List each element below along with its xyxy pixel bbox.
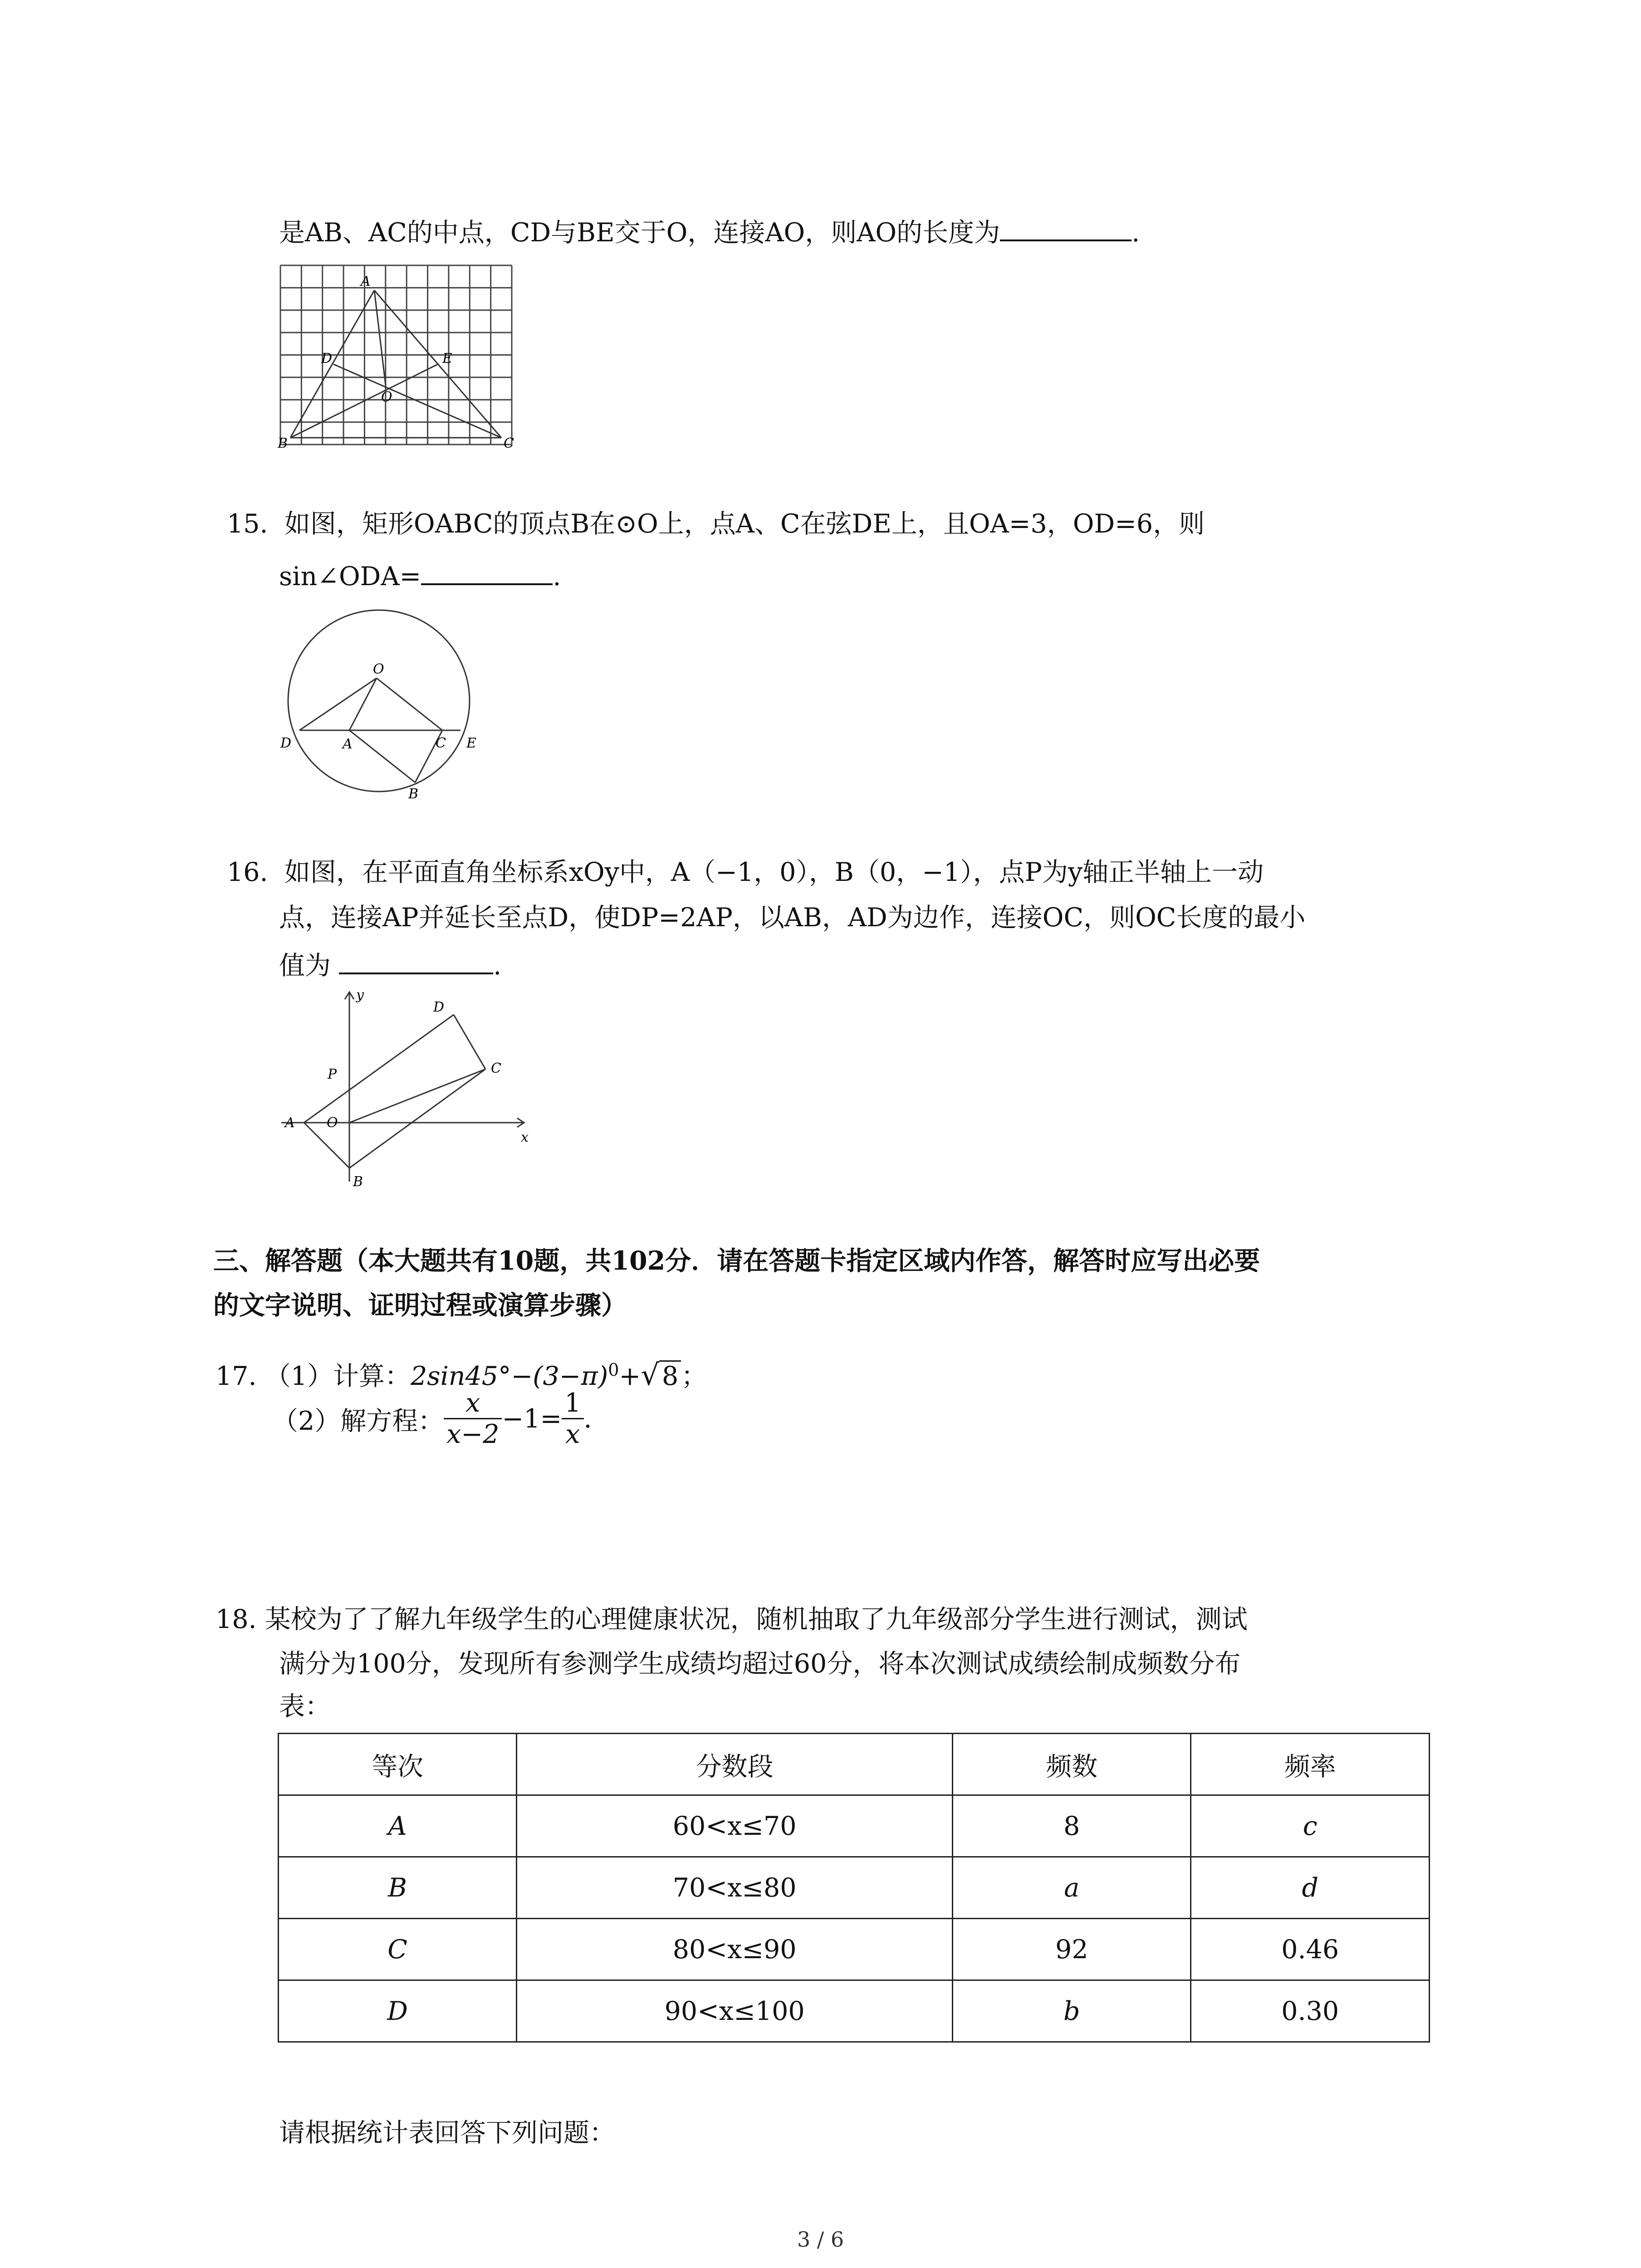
q15-circle-figure bbox=[272, 603, 508, 803]
table-cell: 80<x≤90 bbox=[517, 1919, 953, 1980]
q16-line2: 点，连接AP并延长至点D，使DP=2AP，以AB，AD为边作，连接OC，则OC长度的最小 bbox=[279, 903, 1306, 933]
label-y: y bbox=[356, 987, 364, 1003]
label-A: A bbox=[361, 274, 371, 289]
q16-line3: 值为 . bbox=[279, 946, 501, 984]
label-C: C bbox=[491, 1061, 501, 1076]
answer-blank bbox=[339, 946, 493, 974]
table-cell: 70<x≤80 bbox=[517, 1857, 953, 1919]
label-O: O bbox=[381, 389, 392, 405]
q15-line2: sin∠ODA= . bbox=[279, 557, 561, 595]
q18-line3: 表： bbox=[279, 1691, 331, 1721]
q17-part1: 17. （1）计算：$2\sin 45^\circ-(3-\pi)^0+√$ 8 ； bbox=[216, 1359, 707, 1392]
label-P: P bbox=[328, 1066, 337, 1082]
table-cell: 0.30 bbox=[1191, 1980, 1430, 2042]
table-cell: 90<x≤100 bbox=[517, 1980, 953, 2042]
table-header-row bbox=[279, 1734, 1430, 1795]
radicand: 8 bbox=[659, 1360, 681, 1391]
fraction-1-over-x: $\frac{1}{x}$ bbox=[562, 1388, 583, 1449]
fraction-x-over-x-minus-2: $\frac{x}{x-2}$ bbox=[444, 1388, 502, 1449]
label-E: E bbox=[466, 735, 476, 751]
label-D: D bbox=[321, 351, 333, 367]
section-heading-cont: 的文字说明、证明过程或演算步骤） bbox=[213, 1290, 627, 1320]
table-cell: A bbox=[279, 1795, 517, 1857]
section-heading: 三、解答题（本大题共有10题，共102分．请在答题卡指定区域内作答，解答时应写出必要 bbox=[213, 1246, 1260, 1276]
page-number: 3 / 6 bbox=[797, 2227, 844, 2252]
table-cell: B bbox=[279, 1857, 517, 1919]
label-B: B bbox=[278, 435, 288, 451]
table-cell: 0.46 bbox=[1191, 1919, 1430, 1980]
header-cell: 频率 bbox=[1191, 1734, 1430, 1795]
q16-coordinate-figure bbox=[272, 987, 535, 1195]
table-cell: d bbox=[1191, 1857, 1430, 1919]
label-O: O bbox=[373, 661, 384, 677]
q16-line1: 16. 如图，在平面直角坐标系xOy中，A（−1，0），B（0，−1），点P为y轴正半轴上一动 bbox=[227, 857, 1264, 887]
label-C: C bbox=[504, 435, 514, 451]
label-D: D bbox=[433, 999, 445, 1015]
header-cell: 等次 bbox=[279, 1734, 517, 1795]
label-A: A bbox=[343, 736, 353, 752]
header-cell: 分数段 bbox=[517, 1734, 953, 1795]
q14-text: 是AB、AC的中点，CD与BE交于O，连接AO，则AO的长度为 . bbox=[279, 213, 1140, 251]
q18-line1: 18. 某校为了了解九年级学生的心理健康状况，随机抽取了九年级部分学生进行测试，测试 bbox=[216, 1604, 1248, 1634]
table-cell: 92 bbox=[953, 1919, 1191, 1980]
answer-blank bbox=[1000, 213, 1132, 241]
table-row bbox=[279, 1795, 1430, 1857]
table-row bbox=[279, 1980, 1430, 2042]
label-B: B bbox=[408, 786, 419, 802]
q18-line2: 满分为100分，发现所有参测学生成绩均超过60分，将本次测试成绩绘制成频数分布 bbox=[279, 1649, 1241, 1679]
label-E: E bbox=[442, 351, 452, 367]
answer-blank bbox=[421, 557, 553, 585]
label-D: D bbox=[280, 735, 292, 751]
q14-grid-figure bbox=[272, 261, 526, 451]
table-cell: c bbox=[1191, 1795, 1430, 1857]
table-cell: D bbox=[279, 1980, 517, 2042]
table-cell: 8 bbox=[953, 1795, 1191, 1857]
table-row bbox=[279, 1857, 1430, 1919]
label-C: C bbox=[436, 735, 446, 751]
table-cell: a bbox=[953, 1857, 1191, 1919]
q18-followup: 请根据统计表回答下列问题： bbox=[279, 2118, 615, 2148]
frequency-table bbox=[278, 1733, 1430, 2043]
q15-line1: 15. 如图，矩形OABC的顶点B在⊙O上，点A、C在弦DE上，且OA=3，OD=6，则 bbox=[227, 509, 1205, 539]
label-O: O bbox=[327, 1115, 338, 1131]
q17-part2: （2）解方程： $\frac{x}{x-2}$ −1= $\frac{1}{x}$ . bbox=[272, 1388, 592, 1449]
header-cell: 频数 bbox=[953, 1734, 1191, 1795]
table-cell: b bbox=[953, 1980, 1191, 2042]
table-row bbox=[279, 1919, 1430, 1980]
label-A: A bbox=[285, 1115, 295, 1131]
label-B: B bbox=[353, 1174, 363, 1190]
label-x: x bbox=[521, 1129, 529, 1145]
table-cell: 60<x≤70 bbox=[517, 1795, 953, 1857]
table-cell: C bbox=[279, 1919, 517, 1980]
